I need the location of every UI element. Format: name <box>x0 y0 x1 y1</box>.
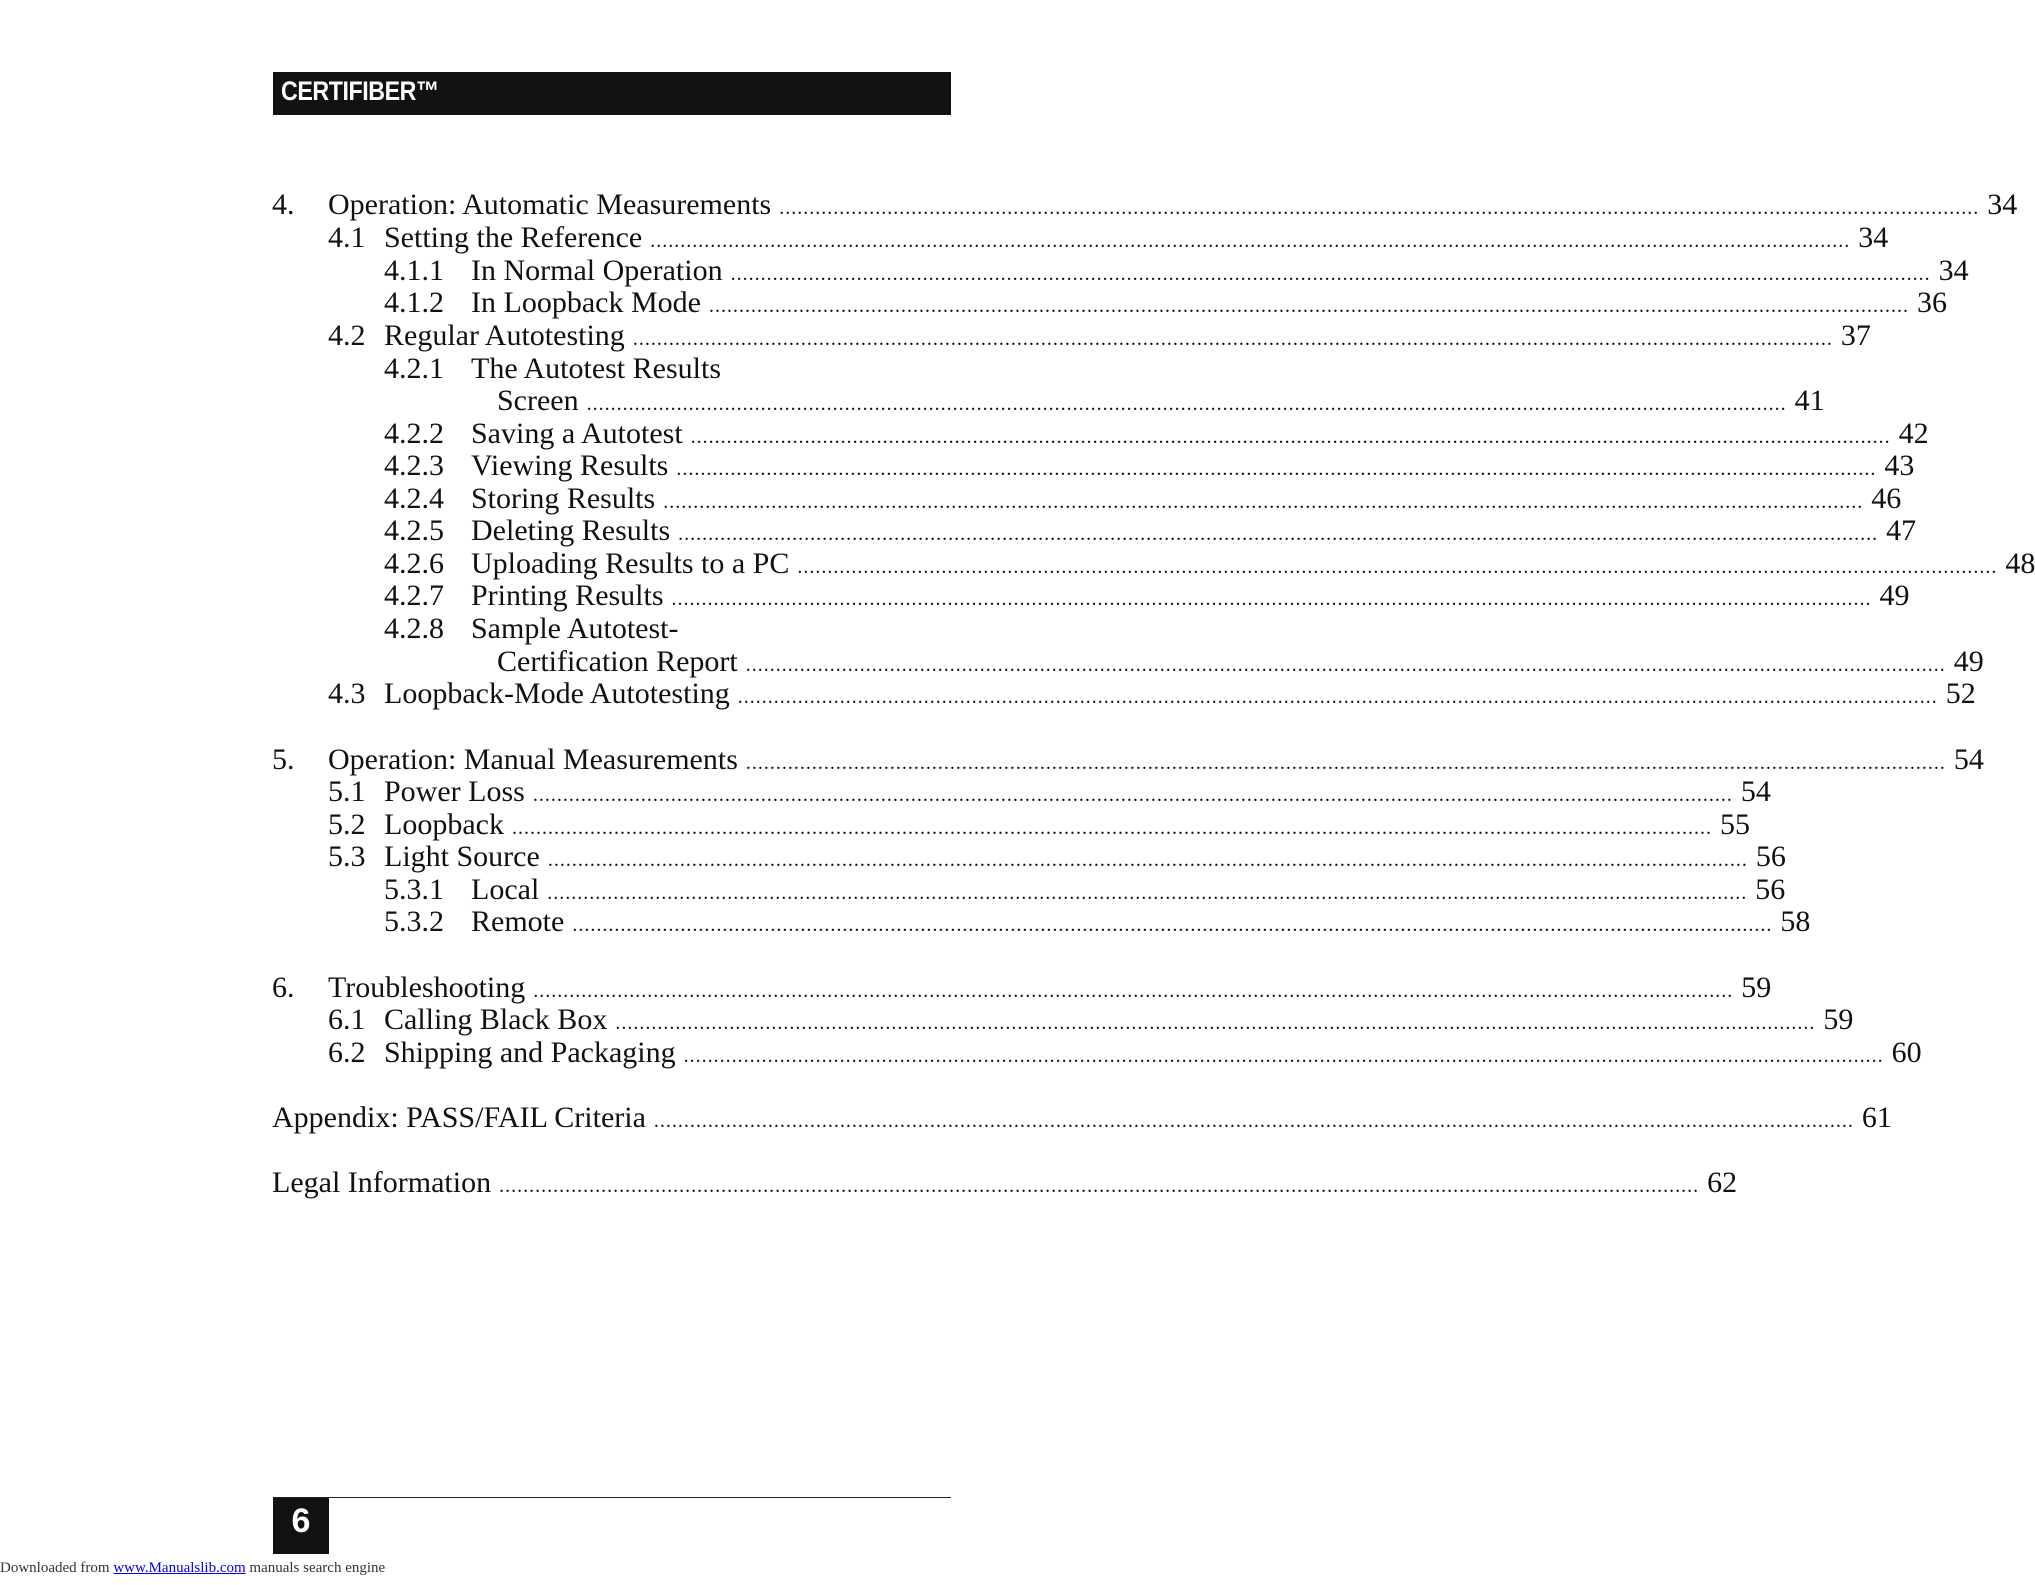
toc-entry-body <box>384 1003 1854 1039</box>
toc-entry-body <box>272 1101 1892 1137</box>
toc-page-number: 34 <box>1931 255 1969 287</box>
toc-page-number: 34 <box>1979 189 2017 221</box>
dot-leader: ........................................................................................................................................................................................................ <box>533 980 1734 1002</box>
toc-entry[interactable] <box>328 319 1871 352</box>
toc-entry[interactable] <box>272 188 2018 221</box>
toc-title: Operation: Automatic Measurements <box>328 189 779 221</box>
toc-title: Saving a Autotest <box>471 418 691 450</box>
toc-entry-body <box>384 775 1771 811</box>
dot-leader: ........................................................................................................................................................................................................ <box>683 1045 1884 1067</box>
toc-page-number: 34 <box>1850 222 1888 254</box>
toc-entry-body <box>328 971 1772 1007</box>
toc-title: Appendix: PASS/FAIL Criteria <box>272 1102 654 1134</box>
toc-entry[interactable] <box>328 221 1889 254</box>
toc-entry-body <box>471 286 1947 322</box>
toc-title: Uploading Results to a PC <box>471 548 797 580</box>
toc-title: Light Source <box>384 841 548 873</box>
toc-page-number: 48 <box>1997 548 2035 580</box>
toc-entry-body <box>471 514 1917 550</box>
toc-number: 4.2.7 <box>384 579 444 612</box>
toc-number: 4.2.8 <box>384 612 444 645</box>
toc-entry[interactable] <box>384 579 1910 612</box>
toc-page-number: 41 <box>1787 385 1825 417</box>
toc-page-number: 60 <box>1884 1037 1922 1069</box>
toc-number: 5.3 <box>328 840 366 873</box>
toc-number: 4.3 <box>328 677 366 710</box>
toc-entry[interactable] <box>272 384 1825 417</box>
dot-leader: ........................................................................................................................................................................................................ <box>653 1110 1854 1132</box>
toc-title: Sample Autotest- <box>471 612 679 645</box>
toc-number: 4.2.4 <box>384 482 444 515</box>
toc-entry-body <box>497 645 1984 681</box>
toc-entry[interactable] <box>328 677 1976 710</box>
toc-entry-body <box>384 319 1871 355</box>
dot-leader: ........................................................................................................................................................................................................ <box>797 556 1998 578</box>
toc-number: 4.1.2 <box>384 286 444 319</box>
dot-leader: ........................................................................................................................................................................................................ <box>663 491 1864 513</box>
toc-title: Printing Results <box>471 580 672 612</box>
toc-entry[interactable] <box>272 645 1984 678</box>
dot-leader: ........................................................................................................................................................................................................ <box>499 1175 1700 1197</box>
toc-entry[interactable] <box>272 1166 1738 1199</box>
toc-entry-body <box>497 384 1825 420</box>
dot-leader: ........................................................................................................................................................................................................ <box>532 784 1733 806</box>
toc-entry-body <box>471 905 1811 941</box>
toc-page-number: 49 <box>1946 646 1984 678</box>
toc-title: Regular Autotesting <box>384 320 633 352</box>
toc-title: Local <box>471 874 547 906</box>
dot-leader: ........................................................................................................................................................................................................ <box>547 849 1748 871</box>
toc-entry-body <box>384 840 1786 876</box>
toc-page-number: 42 <box>1891 418 1929 450</box>
toc-title: Remote <box>471 906 572 938</box>
toc-title: Deleting Results <box>471 515 678 547</box>
dot-leader: ........................................................................................................................................................................................................ <box>745 752 1946 774</box>
dot-leader: ........................................................................................................................................................................................................ <box>650 230 1851 252</box>
toc-number: 4.2.1 <box>384 352 444 385</box>
toc-entry[interactable] <box>384 286 1947 319</box>
toc-entry[interactable] <box>384 905 1811 938</box>
toc-entry-body <box>384 1036 1922 1072</box>
toc-page-number: 37 <box>1833 320 1871 352</box>
toc-entry-body <box>471 482 1902 518</box>
page-number: 6 <box>273 1498 329 1554</box>
toc-number: 4.2.6 <box>384 547 444 580</box>
toc-title: Operation: Manual Measurements <box>328 744 746 776</box>
toc-entry-body <box>328 188 2018 224</box>
toc-entry[interactable] <box>328 1036 1922 1069</box>
toc-page-number: 58 <box>1772 906 1810 938</box>
dot-leader: ........................................................................................................................................................................................................ <box>586 393 1787 415</box>
toc-number: 5.3.2 <box>384 905 444 938</box>
toc-entry[interactable] <box>384 613 930 645</box>
dot-leader: ........................................................................................................................................................................................................ <box>671 588 1872 610</box>
toc-title: The Autotest Results <box>471 352 721 385</box>
toc-number: 6.2 <box>328 1036 366 1069</box>
toc-entry-body <box>328 743 1984 779</box>
footer-rule <box>273 1497 951 1498</box>
toc-entry-body <box>471 449 1915 485</box>
toc-entry-body <box>471 254 1969 290</box>
toc-number: 6. <box>272 971 295 1004</box>
toc-entry[interactable] <box>384 449 1915 482</box>
header-title: CERTIFIBER™ <box>281 76 439 106</box>
toc-number: 4.1.1 <box>384 254 444 287</box>
toc-page-number: 62 <box>1699 1167 1737 1199</box>
dot-leader: ........................................................................................................................................................................................................ <box>737 686 1938 708</box>
dot-leader: ........................................................................................................................................................................................................ <box>547 882 1748 904</box>
toc-title: Certification Report <box>497 646 746 678</box>
toc-page-number: 61 <box>1854 1102 1892 1134</box>
toc-entry-body <box>471 613 930 645</box>
toc-number: 5.3.1 <box>384 873 444 906</box>
toc-page-number: 52 <box>1938 678 1976 710</box>
dot-leader: ........................................................................................................................................................................................................ <box>615 1012 1816 1034</box>
toc-number: 5.2 <box>328 808 366 841</box>
toc-entry-body <box>471 579 1910 615</box>
toc-number: 4.2.2 <box>384 417 444 450</box>
toc-title: Troubleshooting <box>328 972 533 1004</box>
toc-entry-body <box>471 547 2035 583</box>
manualslib-link[interactable]: www.Manualslib.com <box>113 1560 246 1576</box>
dot-leader: ........................................................................................................................................................................................................ <box>676 458 1877 480</box>
toc-entry-body <box>384 221 1889 257</box>
toc-page-number: 47 <box>1878 515 1916 547</box>
toc-number: 4.2.5 <box>384 514 444 547</box>
toc-title: In Normal Operation <box>471 255 731 287</box>
toc-title: Shipping and Packaging <box>384 1037 684 1069</box>
toc-page-number: 59 <box>1733 972 1771 1004</box>
toc-page-number: 54 <box>1946 744 1984 776</box>
toc-number: 4.2.3 <box>384 449 444 482</box>
toc-title: Screen <box>497 385 587 417</box>
toc-title: In Loopback Mode <box>471 287 709 319</box>
toc-entry[interactable] <box>384 514 1917 547</box>
dot-leader: ........................................................................................................................................................................................................ <box>745 654 1946 676</box>
toc-title: Legal Information <box>272 1167 499 1199</box>
toc-page-number: 46 <box>1863 483 1901 515</box>
toc-page-number: 43 <box>1876 450 1914 482</box>
toc-entry[interactable] <box>328 1003 1854 1036</box>
toc-page-number: 56 <box>1747 874 1785 906</box>
toc-title: Power Loss <box>384 776 533 808</box>
toc-entry-body <box>471 873 1786 909</box>
toc-page-number: 56 <box>1748 841 1786 873</box>
dot-leader: ........................................................................................................................................................................................................ <box>632 328 1833 350</box>
dot-leader: ........................................................................................................................................................................................................ <box>730 263 1931 285</box>
toc-page-number: 59 <box>1815 1004 1853 1036</box>
toc-number: 5. <box>272 743 295 776</box>
toc-entry[interactable] <box>328 775 1771 808</box>
toc-entry[interactable] <box>272 1101 1892 1134</box>
toc-entry[interactable] <box>384 482 1902 515</box>
toc-entry[interactable] <box>384 417 1929 450</box>
toc-entry-body <box>272 1166 1738 1202</box>
toc-title: Setting the Reference <box>384 222 650 254</box>
download-suffix: manuals search engine <box>249 1560 386 1576</box>
toc-entry[interactable] <box>384 547 2035 580</box>
toc-entry[interactable] <box>384 254 1969 287</box>
toc-entry[interactable] <box>272 971 1772 1004</box>
toc-title: Loopback <box>384 809 512 841</box>
toc-number: 4.2 <box>328 319 366 352</box>
download-prefix: Downloaded from <box>0 1560 110 1576</box>
dot-leader: ........................................................................................................................................................................................................ <box>678 523 1879 545</box>
toc-entry-body <box>384 808 1750 844</box>
download-notice <box>0 1557 385 1585</box>
toc-entry-body <box>471 353 930 385</box>
toc-entry[interactable] <box>328 840 1786 873</box>
dot-leader: ........................................................................................................................................................................................................ <box>511 817 1712 839</box>
toc-page-number: 36 <box>1909 287 1947 319</box>
toc-title: Calling Black Box <box>384 1004 615 1036</box>
toc-title: Viewing Results <box>471 450 676 482</box>
toc-entry[interactable] <box>272 743 1984 776</box>
toc-entry[interactable] <box>384 353 930 385</box>
toc-title: Storing Results <box>471 483 663 515</box>
dot-leader: ........................................................................................................................................................................................................ <box>572 914 1773 936</box>
toc-page-number: 49 <box>1872 580 1910 612</box>
dot-leader: ........................................................................................................................................................................................................ <box>779 197 1980 219</box>
dot-leader: ........................................................................................................................................................................................................ <box>690 426 1891 448</box>
toc-title: Loopback-Mode Autotesting <box>384 678 738 710</box>
toc-number: 4.1 <box>328 221 366 254</box>
toc-number: 6.1 <box>328 1003 366 1036</box>
toc-entry[interactable] <box>328 808 1750 841</box>
toc-page-number: 55 <box>1712 809 1750 841</box>
toc-page-number: 54 <box>1733 776 1771 808</box>
toc-number: 4. <box>272 188 295 221</box>
dot-leader: ........................................................................................................................................................................................................ <box>708 295 1909 317</box>
toc-entry[interactable] <box>384 873 1786 906</box>
toc-number: 5.1 <box>328 775 366 808</box>
toc-entry-body <box>471 417 1929 453</box>
toc-entry-body <box>384 677 1976 713</box>
